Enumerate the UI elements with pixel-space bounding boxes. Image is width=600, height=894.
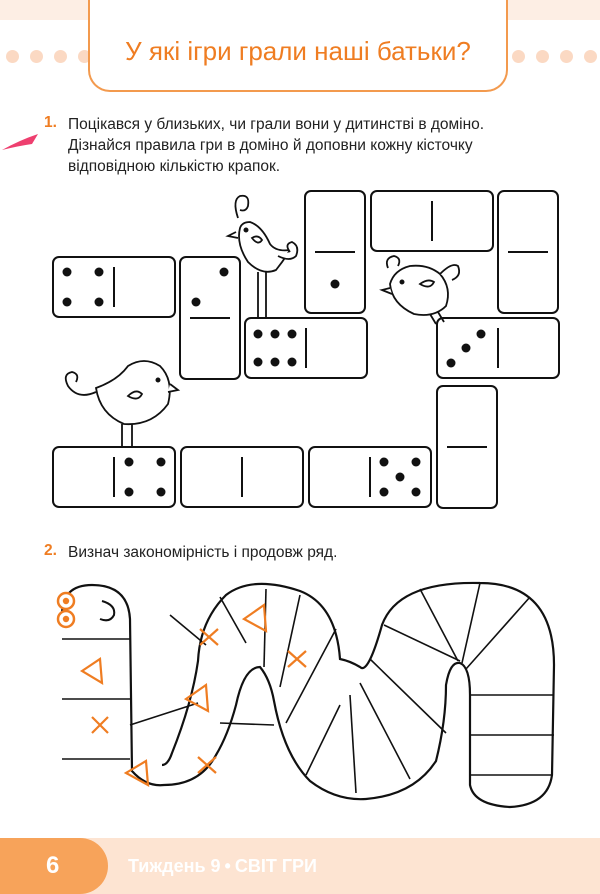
page-number: 6 [46,852,60,879]
footer-topic: СВІТ ГРИ [234,856,317,876]
task-1-line-3: відповідною кількістю крапок. [68,158,281,175]
task-2-number: 2. [44,542,57,559]
caterpillar-icon [0,575,600,835]
cross-icon [92,717,108,733]
task-1-line-1: Поцікався у близьких, чи грали вони у дитинстві в доміно. [68,116,485,133]
footer-separator: • [224,856,231,876]
bird-icon [66,361,178,448]
page-title: У які ігри грали наші батьки? [125,36,471,66]
task-1-number: 1. [44,114,57,131]
footer-week: Тиждень 9 [128,856,221,876]
task-1-line-2: Дізнайся правила гри в доміно й доповни кожну кісточку [68,137,473,154]
bird-icon [382,256,459,324]
footer-caption [128,856,317,877]
bird-icon [228,196,297,318]
task-2-line-1: Визнач закономірність і продовж ряд. [68,544,338,561]
